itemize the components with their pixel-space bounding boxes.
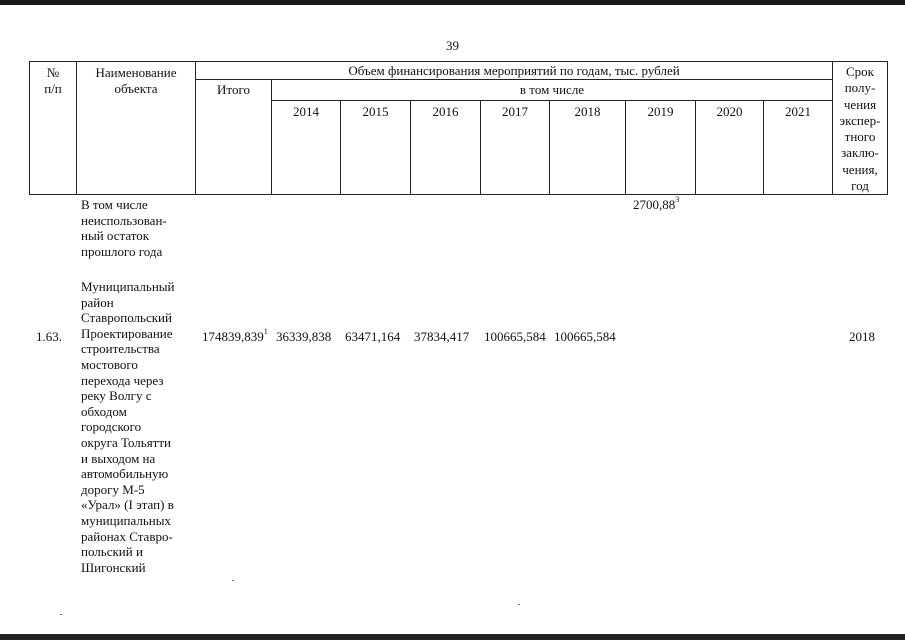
header-year-2017: 2017	[502, 104, 528, 119]
header-year-2018: 2018	[574, 104, 601, 119]
header-year-2014: 2014	[293, 104, 319, 119]
header-including: в том числе	[519, 82, 585, 97]
scan-speck	[232, 580, 234, 581]
unused-remainder-2019: 2700,88$^3$	[633, 195, 680, 212]
header-object-name: Наименование объекта	[95, 65, 177, 96]
header-year-2020: 2020	[716, 104, 743, 119]
row-object-name: Муниципальный район Ставропольский Проектирование строительства мостового перехода через реку Волгу с обходом городского округа Тольятти и выходом на автомобильную дорогу М-5 «Урал» (I этап) в муниципальных районах Ставро- польский и Шигонский	[81, 279, 175, 575]
header-total: Итого	[217, 82, 250, 97]
header-deadline: Срок полу- чения экспер- тного заклю- чения, год	[839, 64, 881, 194]
page-number: 39	[446, 38, 459, 53]
row-value-2016: 37834,417	[414, 329, 470, 344]
header-year-2019: 2019	[647, 104, 674, 119]
row-value-2017: 100665,584	[484, 329, 546, 344]
row-value-2014: 36339,838	[276, 329, 332, 344]
row-deadline: 2018	[849, 329, 875, 344]
scan-top-edge	[0, 0, 905, 5]
header-year-2015: 2015	[362, 104, 389, 119]
header-year-2016: 2016	[432, 104, 459, 119]
header-funding: Объем финансирования мероприятий по годам, тыс. рублей	[348, 63, 680, 78]
scan-speck	[60, 614, 62, 615]
unused-remainder-label: В том числе неиспользован- ный остаток прошлого года	[81, 197, 167, 259]
header-year-2021: 2021	[785, 104, 811, 119]
header-number: № п/п	[44, 65, 62, 96]
row-value-2018: 100665,584	[554, 329, 616, 344]
row-total: 174839,839$^1$	[202, 327, 268, 344]
row-number: 1.63.	[36, 329, 62, 344]
row-value-2015: 63471,164	[345, 329, 401, 344]
scan-speck	[518, 604, 520, 605]
scan-bottom-edge	[0, 634, 905, 640]
